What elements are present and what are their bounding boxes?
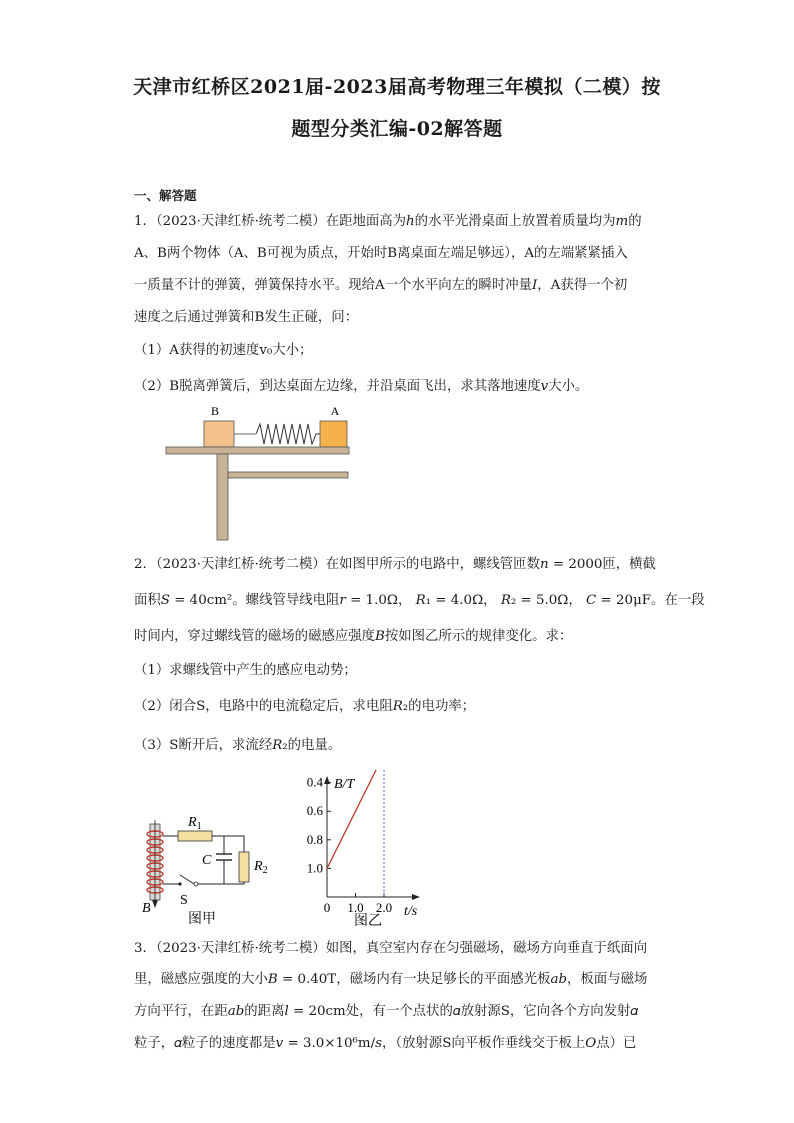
- q1-line-1: 1．（2023·天津红桥·统考二模）在距地面高为ℎ的水平光滑桌面上放置着质量均为𝑚的: [134, 214, 642, 229]
- q2-line-4: （1）求螺线管中产生的感应电动势；: [134, 663, 357, 678]
- x-tick-label: 1.0: [347, 900, 364, 915]
- r1-label: $R_1$: [188, 815, 202, 832]
- q1-label-b: B: [210, 404, 220, 418]
- y-tick-label: 1.0: [306, 860, 323, 876]
- y-tick-label: 0.8: [306, 831, 323, 847]
- circuit-caption: 图甲: [188, 912, 216, 927]
- q1-figure: [160, 402, 355, 542]
- q2-circuit-figure: [138, 812, 278, 928]
- switch-s: [180, 875, 194, 884]
- q2-line-5: （2）闭合S，电路中的电流稳定后，求电阻𝑅₂的电功率；: [134, 699, 476, 714]
- y-axis-label: B/T: [334, 777, 355, 792]
- resistor-r2: [239, 852, 249, 882]
- table-top: [166, 447, 349, 454]
- r2-label: $R_2$: [254, 859, 268, 876]
- q2-line-3: 时间内，穿过螺线管的磁场的磁感应强度𝐵按如图乙所示的规律变化。求：: [134, 629, 573, 644]
- q1-line-3: 一质量不计的弹簧，弹簧保持水平。现给A一个水平向左的瞬时冲量𝐼，A获得一个初: [134, 278, 628, 293]
- s-label: S: [180, 893, 188, 908]
- block-a: [320, 421, 347, 447]
- q2-bt-graph: [296, 770, 436, 930]
- x-tick-label: 2.0: [375, 900, 393, 915]
- switch-contact: [194, 882, 198, 886]
- q1-line-6: （2）B脱离弹簧后，到达桌面左边缘，并沿桌面飞出，求其落地速度𝑣大小。: [134, 379, 589, 394]
- q2-line-2: 面积𝑆 = 40cm²。螺线管导线电阻𝑟 = 1.0Ω， 𝑅₁ = 4.0Ω， 𝑅₂ = 5.0Ω， 𝐶 = 20μF。在一段: [134, 593, 705, 608]
- x-axis-label: t/s: [404, 904, 418, 919]
- q3-line-1: 3．（2023·天津红桥·统考二模）如图，真空室内存在匀强磁场，磁场方向垂直于纸面向: [134, 941, 648, 956]
- section-heading: 一、解答题: [134, 188, 197, 203]
- y-tick-label: 0.4: [306, 774, 323, 790]
- y-tick-label: 0.6: [306, 803, 323, 819]
- q3-line-4: 粒子，𝛼粒子的速度都是𝑣 = 3.0×10⁶m/𝑠，（放射源S向平板作垂线交于板上𝑂点）已: [134, 1036, 637, 1051]
- q3-line-2: 里，磁感应强度的大小𝐵 = 0.40T，磁场内有一块足够长的平面感光板𝑎𝑏，板面与磁场: [134, 972, 648, 987]
- q1-line-5: （1）A获得的初速度v₀大小；: [134, 343, 313, 358]
- page-title-line2: 题型分类汇编-02解答题: [291, 118, 503, 140]
- q2-line-6: （3）S断开后，求流经𝑅₂的电量。: [134, 738, 342, 753]
- x-tick-label: 0: [323, 900, 331, 915]
- table-leg: [217, 454, 228, 540]
- page-title-line1: 天津市红桥区2021届-2023届高考物理三年模拟（二模）按: [133, 76, 661, 98]
- q1-label-a: A: [330, 404, 340, 418]
- table-shelf: [228, 472, 348, 478]
- q2-line-1: 2．（2023·天津红桥·统考二模）在如图甲所示的电路中，螺线管匝数𝑛 = 2000匝，横截: [134, 557, 656, 572]
- c-label: C: [202, 853, 212, 868]
- q3-line-3: 方向平行，在距𝑎𝑏的距离𝑙 = 20cm处，有一个点状的𝛼放射源S，它向各个方向发射𝛼: [134, 1004, 639, 1019]
- b-arrow: [152, 900, 158, 908]
- graph-caption: 图乙: [354, 914, 382, 929]
- q1-line-4: 速度之后通过弹簧和B发生正碰，问：: [134, 310, 359, 325]
- q1-line-2: A、B两个物体（A、B可视为质点，开始时B离桌面左端足够远），A的左端紧紧插入: [134, 246, 628, 261]
- b-label: B: [142, 901, 151, 916]
- block-b: [204, 421, 234, 447]
- spring: [256, 424, 320, 444]
- resistor-r1: [178, 831, 212, 841]
